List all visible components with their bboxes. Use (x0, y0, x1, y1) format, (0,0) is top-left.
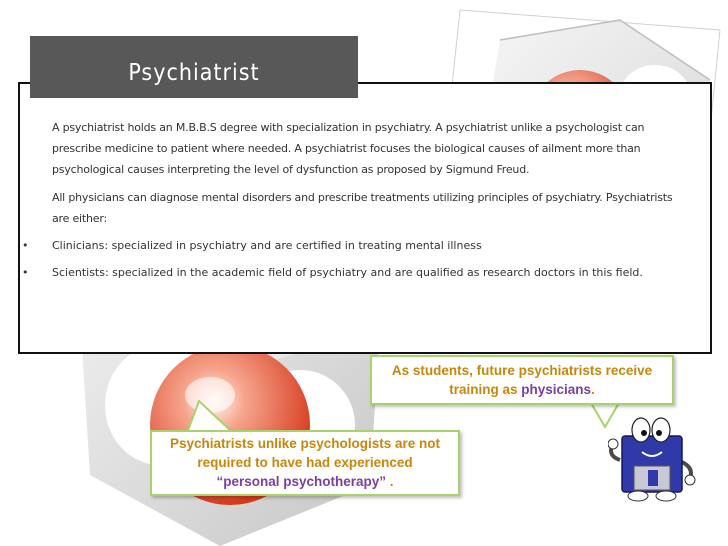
paragraph-1 (52, 117, 702, 180)
callout-right (370, 355, 674, 405)
callout-left-line-3 (152, 472, 458, 491)
callout-left-line-3b: . (386, 474, 394, 489)
paragraph-1-line-3: psychological causes interpreting the level of dysfunction as proposed by Sigmund Freud. (52, 163, 530, 176)
callout-left-highlight: “personal psychotherapy” (216, 474, 387, 489)
callout-right-highlight: physicians (521, 382, 592, 397)
floppy-disk-mascot-icon (608, 412, 698, 502)
callout-left-line-2: required to have had experienced (197, 455, 413, 470)
paragraph-1-line-2: prescribe medicine to patient where needed. A psychiatrist focuses the biological causes of ailment more than (52, 142, 641, 155)
callout-right-line-2b: . (591, 382, 595, 397)
bullet-text-scientists: Scientists: specialized in the academic field of psychiatry and are qualified as research doctors in this field. (52, 266, 643, 279)
callout-right-line-2 (372, 380, 672, 399)
callout-left-line-1: Psychiatrists unlike psychologists are not (169, 436, 441, 451)
paragraph-1-line-1: A psychiatrist holds an M.B.B.S degree with specialization in psychiatry. A psychiatrist unlike a psychologist can (52, 121, 645, 134)
bullet-icon: • (22, 266, 29, 279)
bullet-text-clinicians: Clinicians: specialized in psychiatry and are certified in treating mental illness (52, 239, 482, 252)
title-bar (30, 36, 358, 98)
callout-tail-left (185, 400, 235, 434)
paragraph-2-line-2: are either: (52, 212, 107, 225)
slide-title: Psychiatrist (128, 60, 260, 86)
paragraph-2-line-1: All physicians can diagnose mental disorders and prescribe treatments utilizing principles of psychiatry. Psychiatrists (52, 191, 673, 204)
callout-left (150, 430, 460, 496)
callout-right-line-2a: training as (449, 382, 522, 397)
bullet-icon: • (22, 239, 29, 252)
paragraph-2 (52, 187, 702, 229)
callout-right-line-1: As students, future psychiatrists receive (391, 363, 653, 378)
